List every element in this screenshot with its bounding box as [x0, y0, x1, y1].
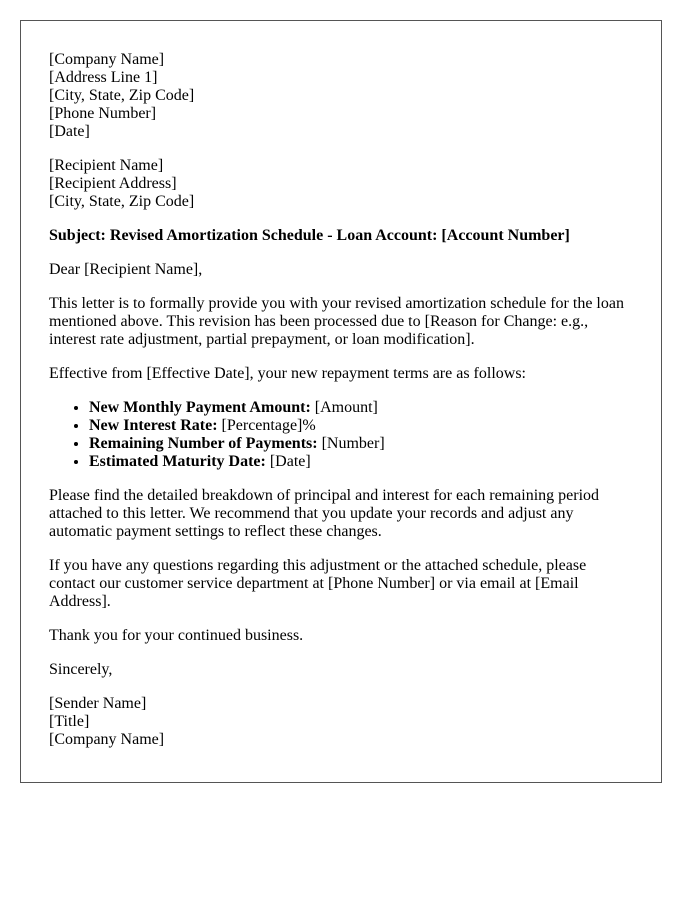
term-item-monthly-payment: [89, 399, 633, 417]
intro-paragraph: This letter is to formally provide you with your revised amortization schedule for the loan mentioned above. This revision has been processed due to [Reason for Change: e.g., interest rate adjustment, partial prepayment, or loan modification].: [49, 295, 624, 348]
term-item-remaining-payments: [89, 435, 633, 453]
contact-paragraph: If you have any questions regarding this adjustment or the attached schedule, please contact our customer service department at [Phone Number] or via email at [Email Address].: [49, 557, 587, 610]
signature-block: [49, 695, 633, 749]
letter-page: [20, 20, 662, 783]
sender-title: [Title]: [49, 713, 90, 730]
term-label: New Monthly Payment Amount:: [89, 399, 311, 416]
signature-company: [Company Name]: [49, 731, 165, 748]
salutation: Dear [Recipient Name],: [49, 261, 203, 278]
term-value: [Number]: [317, 435, 385, 452]
sender-name: [Sender Name]: [49, 695, 147, 712]
subject-line: Subject: Revised Amortization Schedule - Loan Account: [Account Number]: [49, 227, 570, 244]
letter-date: [Date]: [49, 123, 90, 140]
effective-paragraph: Effective from [Effective Date], your new repayment terms are as follows:: [49, 365, 526, 382]
sender-phone: [Phone Number]: [49, 105, 157, 122]
term-item-interest-rate: [89, 417, 633, 435]
term-value: [Percentage]%: [217, 417, 316, 434]
breakdown-paragraph: Please find the detailed breakdown of principal and interest for each remaining period attached to this letter. We recommend that you update your records and adjust any automatic payment settings to reflect these changes.: [49, 487, 600, 540]
term-label: New Interest Rate:: [89, 417, 218, 434]
sender-address-block: [49, 51, 633, 141]
recipient-address: [Recipient Address]: [49, 175, 177, 192]
term-value: [Date]: [265, 453, 311, 470]
closing: Sincerely,: [49, 661, 113, 678]
sender-address-line-1: [Address Line 1]: [49, 69, 158, 86]
term-value: [Amount]: [310, 399, 378, 416]
recipient-address-block: [49, 157, 633, 211]
recipient-city-state-zip: [City, State, Zip Code]: [49, 193, 195, 210]
term-label: Estimated Maturity Date:: [89, 453, 266, 470]
repayment-terms-list: [49, 399, 633, 471]
term-label: Remaining Number of Payments:: [89, 435, 318, 452]
term-item-maturity-date: [89, 453, 633, 471]
sender-city-state-zip: [City, State, Zip Code]: [49, 87, 195, 104]
sender-company: [Company Name]: [49, 51, 165, 68]
thanks-paragraph: Thank you for your continued business.: [49, 627, 304, 644]
recipient-name: [Recipient Name]: [49, 157, 164, 174]
